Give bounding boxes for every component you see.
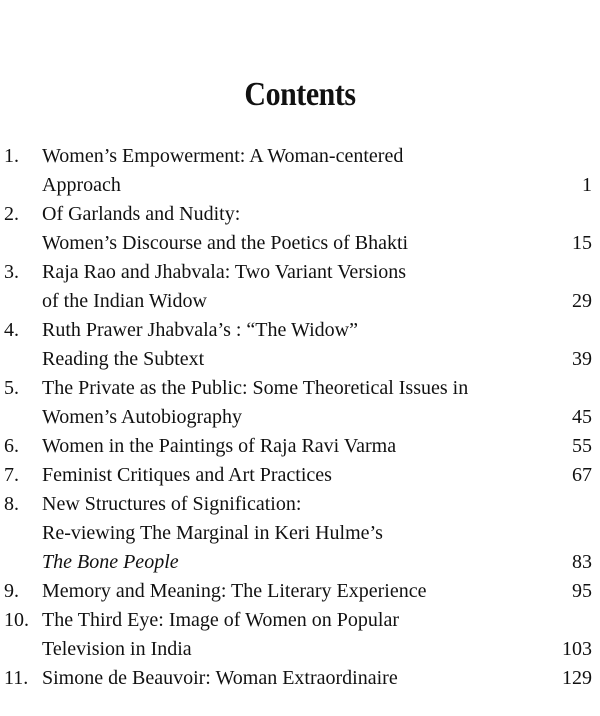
entry-number: 3. — [4, 261, 19, 283]
entry-title-line: Ruth Prawer Jhabvala’s : “The Widow” — [42, 319, 358, 341]
entry-number: 11. — [4, 667, 29, 689]
toc-entry — [0, 664, 600, 693]
entry-title-line: Memory and Meaning: The Literary Experience — [42, 580, 427, 602]
entry-title — [42, 432, 512, 461]
entry-title-line: Approach — [42, 174, 121, 196]
entry-title-line: Reading the Subtext — [42, 348, 205, 370]
entry-title — [42, 461, 512, 490]
entry-page-number: 55 — [572, 435, 592, 457]
entry-number: 2. — [4, 203, 19, 225]
entry-page-number: 67 — [572, 464, 592, 486]
table-of-contents — [0, 142, 600, 693]
toc-entry — [0, 374, 600, 432]
entry-page-number: 39 — [572, 348, 592, 370]
entry-number: 5. — [4, 377, 19, 399]
entry-title-line: Raja Rao and Jhabvala: Two Variant Versions — [42, 261, 407, 283]
toc-entry — [0, 490, 600, 577]
entry-number: 10. — [4, 609, 29, 631]
toc-entry — [0, 200, 600, 258]
toc-entry — [0, 432, 600, 461]
entry-title-line: Television in India — [42, 638, 192, 660]
toc-entry — [0, 142, 600, 200]
entry-title-line: Women’s Empowerment: A Woman-centered — [42, 145, 404, 167]
page-title: Contents — [244, 76, 356, 113]
entry-page-number: 29 — [572, 290, 592, 312]
toc-entry — [0, 258, 600, 316]
entry-title-line: New Structures of Signification: — [42, 493, 302, 515]
entry-title-line: Of Garlands and Nudity: — [42, 203, 241, 225]
entry-number: 4. — [4, 319, 19, 341]
entry-title-line: Women’s Discourse and the Poetics of Bhakti — [42, 232, 409, 254]
entry-page-number: 15 — [572, 232, 592, 254]
entry-page-number: 103 — [562, 638, 592, 660]
toc-entry — [0, 606, 600, 664]
entry-title — [42, 490, 512, 577]
entry-title-line: The Private as the Public: Some Theoretical Issues in — [42, 377, 469, 399]
entry-page-number: 1 — [582, 174, 592, 196]
entry-number: 8. — [4, 493, 19, 515]
entry-title-line: Re-viewing The Marginal in Keri Hulme’s — [42, 522, 383, 544]
entry-page-number: 83 — [572, 551, 592, 573]
entry-title-line: The Bone People — [42, 551, 179, 573]
entry-page-number: 45 — [572, 406, 592, 428]
entry-title-line: The Third Eye: Image of Women on Popular — [42, 609, 400, 631]
entry-title — [42, 316, 512, 374]
toc-entry — [0, 316, 600, 374]
entry-number: 7. — [4, 464, 19, 486]
entry-number: 1. — [4, 145, 19, 167]
toc-entry — [0, 577, 600, 606]
entry-title — [42, 200, 512, 258]
entry-title — [42, 577, 512, 606]
entry-title-line: of the Indian Widow — [42, 290, 207, 312]
entry-title — [42, 374, 512, 432]
entry-title — [42, 664, 512, 693]
entry-page-number: 129 — [562, 667, 592, 689]
entry-title-line: Simone de Beauvoir: Woman Extraordinaire — [42, 667, 398, 689]
entry-title-line: Women in the Paintings of Raja Ravi Varma — [42, 435, 397, 457]
entry-page-number: 95 — [572, 580, 592, 602]
entry-number: 9. — [4, 580, 19, 602]
entry-title-line: Women’s Autobiography — [42, 406, 243, 428]
toc-entry — [0, 461, 600, 490]
entry-title — [42, 606, 512, 664]
entry-title — [42, 142, 512, 200]
entry-number: 6. — [4, 435, 19, 457]
entry-title-line: Feminist Critiques and Art Practices — [42, 464, 332, 486]
entry-title — [42, 258, 512, 316]
